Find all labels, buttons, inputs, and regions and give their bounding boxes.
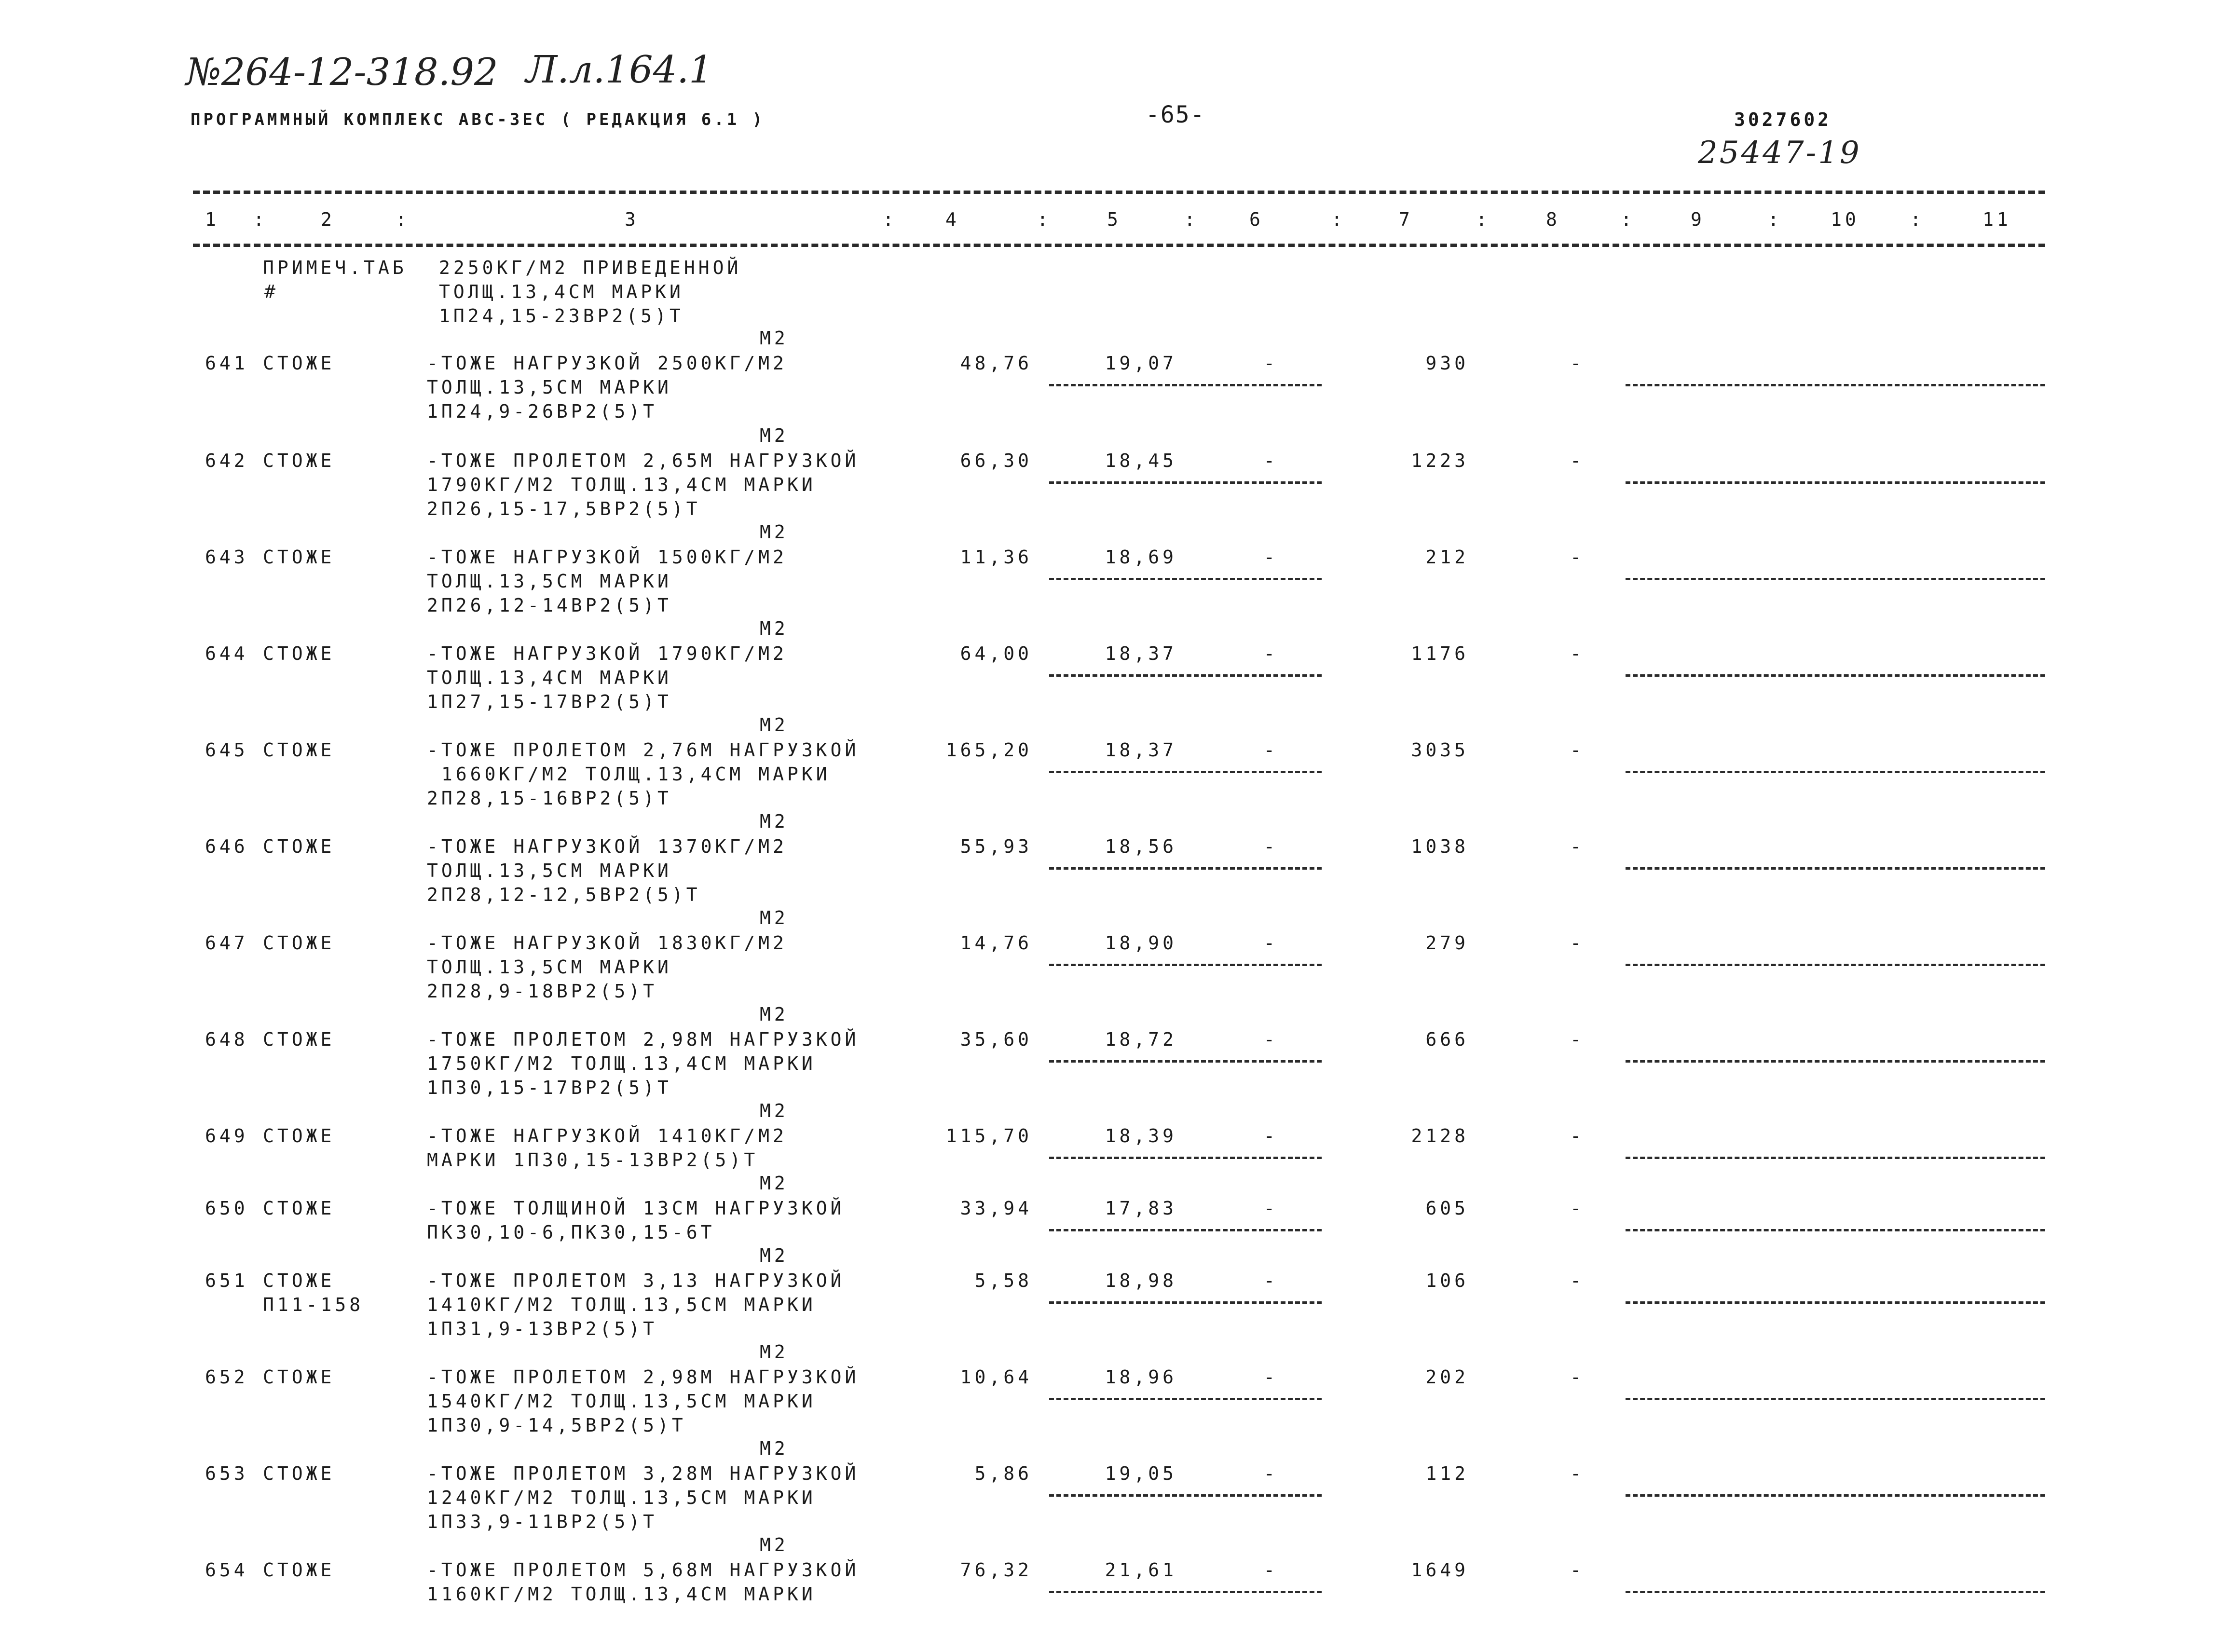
cell-divider-rule bbox=[1626, 1301, 2045, 1304]
cell-col6: - bbox=[1264, 1463, 1278, 1484]
cell-divider-rule bbox=[1049, 578, 1322, 580]
cell-col4: 48,76 bbox=[960, 353, 1032, 374]
cell-divider-rule bbox=[1626, 1591, 2045, 1593]
column-number: 11 bbox=[1982, 209, 2011, 230]
cell-col8: - bbox=[1570, 1463, 1585, 1484]
cell-col6: - bbox=[1264, 1270, 1278, 1291]
unit-label: М2 bbox=[760, 1245, 789, 1266]
header-top-rule bbox=[193, 191, 2045, 194]
cell-col6: - bbox=[1264, 643, 1278, 664]
row-description-line: 2П28,15-16ВР2(5)Т bbox=[427, 788, 672, 809]
cell-col7: 1223 bbox=[1411, 450, 1469, 471]
row-description-line: ТОЛЩ.13,5СМ МАРКИ bbox=[427, 860, 672, 881]
program-title: ПРОГРАММНЫЙ КОМПЛЕКС АВС-3ЕС ( РЕДАКЦИЯ 6.1 ) bbox=[191, 110, 765, 129]
cell-col4: 11,36 bbox=[960, 546, 1032, 568]
unit-label: М2 bbox=[760, 1534, 789, 1556]
column-number: 2 bbox=[321, 209, 335, 230]
page-number: -65- bbox=[1146, 101, 1205, 128]
row-description-line: -ТОЖЕ НАГРУЗКОЙ 2500КГ/М2 bbox=[427, 353, 787, 374]
row-description-line: 2П28,12-12,5ВР2(5)Т bbox=[427, 884, 701, 905]
cell-col7: 112 bbox=[1425, 1463, 1469, 1484]
cell-col4: 5,86 bbox=[974, 1463, 1032, 1484]
cell-divider-rule bbox=[1049, 384, 1322, 386]
row-code: СТОЖЕ bbox=[263, 1559, 335, 1581]
cell-col5: 18,56 bbox=[1105, 836, 1177, 857]
row-description-line: 1П30,9-14,5ВР2(5)Т bbox=[427, 1415, 686, 1436]
row-code: СТОЖЕ bbox=[263, 1198, 335, 1219]
cell-col8: - bbox=[1570, 353, 1585, 374]
column-separator: : bbox=[253, 209, 268, 230]
row-code: СТОЖЕ bbox=[263, 1125, 335, 1147]
cell-col5: 17,83 bbox=[1105, 1198, 1177, 1219]
unit-label: М2 bbox=[760, 1173, 789, 1194]
cell-divider-rule bbox=[1626, 771, 2045, 773]
column-separator: : bbox=[883, 209, 897, 230]
cell-col6: - bbox=[1264, 836, 1278, 857]
row-code: СТОЖЕ bbox=[263, 739, 335, 761]
column-number: 4 bbox=[945, 209, 960, 230]
cell-divider-rule bbox=[1049, 1494, 1322, 1497]
column-number: 5 bbox=[1107, 209, 1121, 230]
cell-col4: 165,20 bbox=[945, 739, 1032, 761]
cell-col5: 18,69 bbox=[1105, 546, 1177, 568]
column-number: 8 bbox=[1546, 209, 1560, 230]
row-description-line: 1660КГ/М2 ТОЛЩ.13,4СМ МАРКИ bbox=[427, 764, 831, 785]
cell-col5: 18,96 bbox=[1105, 1366, 1177, 1388]
cell-divider-rule bbox=[1626, 1229, 2045, 1231]
cell-col7: 2128 bbox=[1411, 1125, 1469, 1147]
row-number: 645 bbox=[205, 739, 248, 761]
cell-col8: - bbox=[1570, 546, 1585, 568]
row-number: 647 bbox=[205, 932, 248, 954]
column-separator: : bbox=[1331, 209, 1346, 230]
cell-col4: 76,32 bbox=[960, 1559, 1032, 1581]
cell-col5: 21,61 bbox=[1105, 1559, 1177, 1581]
cell-col7: 930 bbox=[1425, 353, 1469, 374]
row-number: 646 bbox=[205, 836, 248, 857]
cell-divider-rule bbox=[1049, 964, 1322, 966]
cell-col7: 106 bbox=[1425, 1270, 1469, 1291]
row-number: 642 bbox=[205, 450, 248, 471]
column-number: 6 bbox=[1249, 209, 1264, 230]
column-number: 10 bbox=[1831, 209, 1859, 230]
row-code: СТОЖЕ bbox=[263, 353, 335, 374]
row-description-line: -ТОЖЕ ПРОЛЕТОМ 3,28М НАГРУЗКОЙ bbox=[427, 1463, 860, 1484]
cell-col6: - bbox=[1264, 1559, 1278, 1581]
header-bottom-rule bbox=[193, 244, 2045, 247]
row-number: 654 bbox=[205, 1559, 248, 1581]
unit-label: М2 bbox=[760, 714, 789, 736]
row-description-line: 2П26,12-14ВР2(5)Т bbox=[427, 595, 672, 616]
cell-col4: 14,76 bbox=[960, 932, 1032, 954]
cell-col8: - bbox=[1570, 450, 1585, 471]
note-label: ПРИМЕЧ.ТАБ bbox=[263, 257, 407, 278]
cell-divider-rule bbox=[1626, 384, 2045, 386]
row-number: 648 bbox=[205, 1029, 248, 1050]
row-description-line: МАРКИ 1П30,15-13ВР2(5)Т bbox=[427, 1149, 759, 1171]
cell-divider-rule bbox=[1626, 1060, 2045, 1063]
document-id: 3027602 bbox=[1734, 109, 1832, 130]
row-number: 651 bbox=[205, 1270, 248, 1291]
cell-col6: - bbox=[1264, 450, 1278, 471]
cell-col7: 3035 bbox=[1411, 739, 1469, 761]
cell-col8: - bbox=[1570, 739, 1585, 761]
cell-col4: 10,64 bbox=[960, 1366, 1032, 1388]
note-description-line: 1П24,15-23ВР2(5)Т bbox=[439, 305, 684, 327]
cell-col5: 18,37 bbox=[1105, 643, 1177, 664]
cell-divider-rule bbox=[1049, 481, 1322, 484]
row-code: СТОЖЕ bbox=[263, 836, 335, 857]
unit-label: М2 bbox=[760, 907, 789, 928]
row-code: СТОЖЕ bbox=[263, 450, 335, 471]
cell-divider-rule bbox=[1049, 1301, 1322, 1304]
cell-col7: 1038 bbox=[1411, 836, 1469, 857]
row-description-line: -ТОЖЕ НАГРУЗКОЙ 1500КГ/М2 bbox=[427, 546, 787, 568]
column-number: 1 bbox=[205, 209, 219, 230]
row-description-line: -ТОЖЕ ПРОЛЕТОМ 5,68М НАГРУЗКОЙ bbox=[427, 1559, 860, 1581]
row-description-line: 2П28,9-18ВР2(5)Т bbox=[427, 981, 658, 1002]
cell-divider-rule bbox=[1049, 1229, 1322, 1231]
row-number: 649 bbox=[205, 1125, 248, 1147]
cell-col7: 1649 bbox=[1411, 1559, 1469, 1581]
cell-divider-rule bbox=[1626, 1157, 2045, 1159]
cell-col5: 19,07 bbox=[1105, 353, 1177, 374]
cell-col8: - bbox=[1570, 1559, 1585, 1581]
row-description-line: 1540КГ/М2 ТОЛЩ.13,5СМ МАРКИ bbox=[427, 1391, 816, 1412]
row-description-line: ПК30,10-6,ПК30,15-6Т bbox=[427, 1222, 715, 1243]
cell-col6: - bbox=[1264, 546, 1278, 568]
row-description-line: 2П26,15-17,5ВР2(5)Т bbox=[427, 498, 701, 519]
cell-col5: 18,90 bbox=[1105, 932, 1177, 954]
row-description-line: -ТОЖЕ НАГРУЗКОЙ 1370КГ/М2 bbox=[427, 836, 787, 857]
column-number: 9 bbox=[1691, 209, 1705, 230]
row-description-line: 1750КГ/М2 ТОЛЩ.13,4СМ МАРКИ bbox=[427, 1053, 816, 1074]
cell-col4: 115,70 bbox=[945, 1125, 1032, 1147]
cell-col6: - bbox=[1264, 932, 1278, 954]
column-separator: : bbox=[1768, 209, 1782, 230]
handwritten-sheet-number: Л.л.164.1 bbox=[526, 48, 713, 92]
column-number: 7 bbox=[1399, 209, 1413, 230]
column-number: 3 bbox=[625, 209, 639, 230]
unit-label: М2 bbox=[760, 811, 789, 832]
cell-col7: 605 bbox=[1425, 1198, 1469, 1219]
handwritten-code: 25447-19 bbox=[1698, 135, 1861, 171]
handwritten-doc-number: №264-12-318.92 bbox=[186, 51, 498, 94]
note-mark: # bbox=[264, 281, 279, 302]
cell-col6: - bbox=[1264, 739, 1278, 761]
cell-col8: - bbox=[1570, 932, 1585, 954]
cell-divider-rule bbox=[1049, 1591, 1322, 1593]
row-description-line: 1П30,15-17ВР2(5)Т bbox=[427, 1077, 672, 1098]
cell-divider-rule bbox=[1626, 674, 2045, 677]
column-separator: : bbox=[1910, 209, 1925, 230]
cell-col6: - bbox=[1264, 1029, 1278, 1050]
cell-col6: - bbox=[1264, 1198, 1278, 1219]
row-description-line: 1410КГ/М2 ТОЛЩ.13,5СМ МАРКИ bbox=[427, 1294, 816, 1315]
row-number: 652 bbox=[205, 1366, 248, 1388]
row-description-line: ТОЛЩ.13,4СМ МАРКИ bbox=[427, 667, 672, 688]
row-description-line: 1П33,9-11ВР2(5)Т bbox=[427, 1511, 658, 1532]
cell-col8: - bbox=[1570, 1198, 1585, 1219]
row-description-line: -ТОЖЕ ПРОЛЕТОМ 2,76М НАГРУЗКОЙ bbox=[427, 739, 860, 761]
cell-col5: 18,98 bbox=[1105, 1270, 1177, 1291]
cell-divider-rule bbox=[1626, 578, 2045, 580]
cell-divider-rule bbox=[1626, 1494, 2045, 1497]
cell-col6: - bbox=[1264, 1366, 1278, 1388]
cell-divider-rule bbox=[1049, 867, 1322, 870]
column-separator: : bbox=[1621, 209, 1635, 230]
unit-label: М2 bbox=[760, 618, 789, 639]
column-separator: : bbox=[1037, 209, 1052, 230]
unit-label: М2 bbox=[760, 328, 789, 349]
row-description-line: 1240КГ/М2 ТОЛЩ.13,5СМ МАРКИ bbox=[427, 1487, 816, 1508]
row-description-line: ТОЛЩ.13,5СМ МАРКИ bbox=[427, 571, 672, 592]
row-description-line: -ТОЖЕ ПРОЛЕТОМ 2,98М НАГРУЗКОЙ bbox=[427, 1366, 860, 1388]
cell-col5: 18,72 bbox=[1105, 1029, 1177, 1050]
row-number: 650 bbox=[205, 1198, 248, 1219]
row-number: 641 bbox=[205, 353, 248, 374]
row-description-line: 1П27,15-17ВР2(5)Т bbox=[427, 691, 672, 712]
cell-divider-rule bbox=[1626, 481, 2045, 484]
row-code: СТОЖЕ bbox=[263, 546, 335, 568]
cell-col6: - bbox=[1264, 1125, 1278, 1147]
cell-divider-rule bbox=[1049, 1060, 1322, 1063]
cell-col5: 18,39 bbox=[1105, 1125, 1177, 1147]
row-description-line: -ТОЖЕ ПРОЛЕТОМ 2,65М НАГРУЗКОЙ bbox=[427, 450, 860, 471]
row-code: СТОЖЕ bbox=[263, 1463, 335, 1484]
row-description-line: 1П31,9-13ВР2(5)Т bbox=[427, 1318, 658, 1339]
cell-col8: - bbox=[1570, 1029, 1585, 1050]
cell-col7: 202 bbox=[1425, 1366, 1469, 1388]
cell-col7: 1176 bbox=[1411, 643, 1469, 664]
cell-col7: 666 bbox=[1425, 1029, 1469, 1050]
cell-col4: 55,93 bbox=[960, 836, 1032, 857]
cell-divider-rule bbox=[1049, 1157, 1322, 1159]
cell-col8: - bbox=[1570, 1125, 1585, 1147]
cell-col4: 64,00 bbox=[960, 643, 1032, 664]
row-number: 653 bbox=[205, 1463, 248, 1484]
unit-label: М2 bbox=[760, 1341, 789, 1363]
column-separator: : bbox=[1184, 209, 1199, 230]
cell-col4: 33,94 bbox=[960, 1198, 1032, 1219]
cell-col4: 66,30 bbox=[960, 450, 1032, 471]
cell-divider-rule bbox=[1049, 771, 1322, 773]
row-number: 643 bbox=[205, 546, 248, 568]
cell-col4: 5,58 bbox=[974, 1270, 1032, 1291]
row-description-line: 1790КГ/М2 ТОЛЩ.13,4СМ МАРКИ bbox=[427, 474, 816, 495]
cell-divider-rule bbox=[1626, 964, 2045, 966]
column-separator: : bbox=[396, 209, 410, 230]
unit-label: М2 bbox=[760, 521, 789, 543]
unit-label: М2 bbox=[760, 425, 789, 446]
row-code: СТОЖЕ bbox=[263, 1270, 335, 1291]
note-description-line: ТОЛЩ.13,4СМ МАРКИ bbox=[439, 281, 684, 302]
row-number: 644 bbox=[205, 643, 248, 664]
unit-label: М2 bbox=[760, 1438, 789, 1459]
row-code: СТОЖЕ bbox=[263, 1366, 335, 1388]
note-description-line: 2250КГ/М2 ПРИВЕДЕННОЙ bbox=[439, 257, 742, 278]
cell-divider-rule bbox=[1626, 867, 2045, 870]
row-code: СТОЖЕ bbox=[263, 932, 335, 954]
row-description-line: -ТОЖЕ НАГРУЗКОЙ 1790КГ/М2 bbox=[427, 643, 787, 664]
row-description-line: -ТОЖЕ ПРОЛЕТОМ 2,98М НАГРУЗКОЙ bbox=[427, 1029, 860, 1050]
cell-col7: 279 bbox=[1425, 932, 1469, 954]
row-code-secondary: П11-158 bbox=[263, 1294, 364, 1315]
cell-col4: 35,60 bbox=[960, 1029, 1032, 1050]
cell-col5: 18,45 bbox=[1105, 450, 1177, 471]
cell-col8: - bbox=[1570, 836, 1585, 857]
cell-col7: 212 bbox=[1425, 546, 1469, 568]
row-description-line: -ТОЖЕ НАГРУЗКОЙ 1410КГ/М2 bbox=[427, 1125, 787, 1147]
row-description-line: -ТОЖЕ ТОЛЩИНОЙ 13СМ НАГРУЗКОЙ bbox=[427, 1198, 845, 1219]
cell-divider-rule bbox=[1049, 674, 1322, 677]
row-description-line: -ТОЖЕ ПРОЛЕТОМ 3,13 НАГРУЗКОЙ bbox=[427, 1270, 845, 1291]
unit-label: М2 bbox=[760, 1100, 789, 1121]
cell-col5: 18,37 bbox=[1105, 739, 1177, 761]
row-description-line: -ТОЖЕ НАГРУЗКОЙ 1830КГ/М2 bbox=[427, 932, 787, 954]
cell-col8: - bbox=[1570, 1366, 1585, 1388]
unit-label: М2 bbox=[760, 1004, 789, 1025]
cell-col5: 19,05 bbox=[1105, 1463, 1177, 1484]
cell-col8: - bbox=[1570, 643, 1585, 664]
row-code: СТОЖЕ bbox=[263, 1029, 335, 1050]
cell-col8: - bbox=[1570, 1270, 1585, 1291]
cell-col6: - bbox=[1264, 353, 1278, 374]
column-separator: : bbox=[1476, 209, 1490, 230]
row-description-line: ТОЛЩ.13,5СМ МАРКИ bbox=[427, 377, 672, 398]
cell-divider-rule bbox=[1049, 1398, 1322, 1400]
row-description-line: 1160КГ/М2 ТОЛЩ.13,4СМ МАРКИ bbox=[427, 1584, 816, 1605]
row-code: СТОЖЕ bbox=[263, 643, 335, 664]
cell-divider-rule bbox=[1626, 1398, 2045, 1400]
row-description-line: 1П24,9-26ВР2(5)Т bbox=[427, 401, 658, 422]
row-description-line: ТОЛЩ.13,5СМ МАРКИ bbox=[427, 956, 672, 978]
